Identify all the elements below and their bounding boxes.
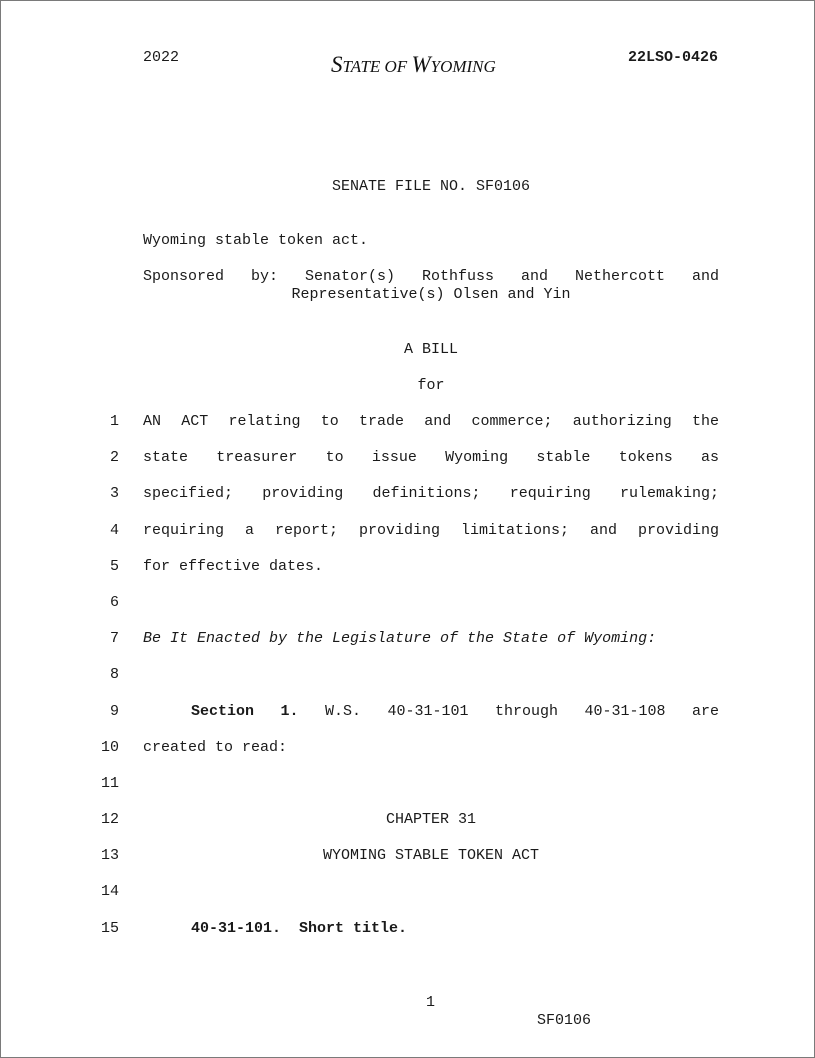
line-number: 4	[109, 521, 119, 539]
for-heading: for	[417, 377, 445, 394]
line	[1, 413, 814, 449]
section-heading: 40-31-101. Short title.	[191, 919, 408, 937]
section-label: Section 1.	[191, 702, 299, 720]
line-number: 12	[100, 811, 119, 829]
footer-doc-id: SF0106	[537, 1012, 592, 1029]
line-number: 9	[109, 702, 119, 720]
state-cap-w: W	[411, 52, 431, 77]
line	[1, 666, 814, 702]
line-text: for effective dates.	[143, 557, 324, 575]
line-number: 1	[109, 413, 119, 430]
line	[1, 883, 814, 919]
state-cap-s: S	[331, 52, 343, 77]
section-line	[191, 703, 719, 721]
page-number: 1	[426, 994, 436, 1011]
line	[1, 775, 814, 811]
line	[1, 811, 814, 847]
line	[1, 703, 814, 739]
chapter-title: WYOMING STABLE TOKEN ACT	[322, 847, 540, 865]
line	[1, 558, 814, 594]
line-text: requiring a report; providing limitations; and providing	[143, 521, 719, 539]
line-number: 5	[109, 557, 119, 575]
line-number: 11	[100, 774, 119, 792]
line-text: AN ACT relating to trade and commerce; authorizing the	[143, 413, 719, 430]
sponsor-line-2: Representative(s) Olsen and Yin	[291, 286, 571, 303]
line-number: 6	[109, 593, 119, 611]
state-rest-1: TATE OF	[342, 57, 412, 76]
sponsor-line: Sponsored by: Senator(s) Rothfuss and Nethercott and	[143, 268, 719, 285]
line-number: 3	[109, 485, 119, 503]
line	[1, 594, 814, 630]
chapter-heading: CHAPTER 31	[385, 811, 476, 829]
line-number: 7	[109, 630, 119, 648]
header-state-title	[331, 52, 496, 80]
section-text: W.S. 40-31-101 through 40-31-108 are	[325, 702, 719, 720]
line-number: 13	[100, 847, 119, 865]
line-text: state treasurer to issue Wyoming stable tokens as	[143, 449, 719, 467]
line-number: 14	[100, 883, 119, 901]
line	[1, 485, 814, 521]
numbered-lines	[1, 413, 814, 956]
header-doc-id: 22LSO-0426	[627, 49, 718, 66]
line-text: specified; providing definitions; requiring rulemaking;	[143, 485, 719, 503]
line-number: 8	[109, 666, 119, 684]
line-number: 2	[109, 449, 119, 467]
line-number: 15	[100, 919, 119, 937]
line	[1, 920, 814, 956]
bill-short-title: Wyoming stable token act.	[143, 232, 369, 249]
line	[1, 449, 814, 485]
line	[1, 847, 814, 883]
line	[1, 630, 814, 666]
a-bill-heading: A BILL	[403, 341, 458, 358]
line	[1, 739, 814, 775]
state-rest-2: YOMING	[430, 57, 496, 76]
page-footer	[1, 976, 592, 1048]
line	[1, 522, 814, 558]
line-text: created to read:	[143, 738, 288, 756]
header-year: 2022	[143, 49, 180, 66]
line-number: 10	[100, 738, 119, 756]
enacting-clause: Be It Enacted by the Legislature of the State of Wyoming:	[143, 630, 657, 648]
senate-file-number: SENATE FILE NO. SF0106	[331, 178, 531, 195]
